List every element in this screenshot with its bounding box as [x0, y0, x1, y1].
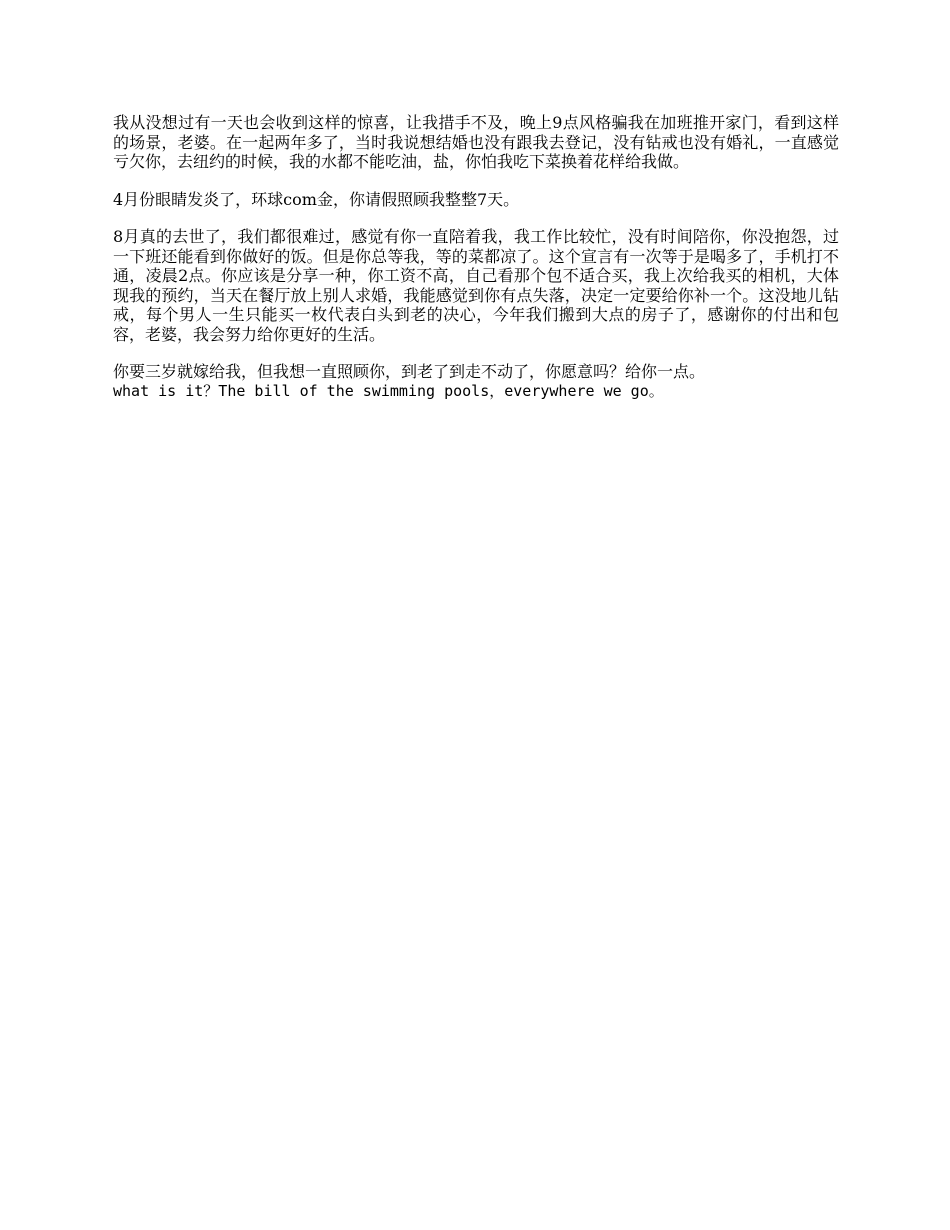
- paragraph-2: 4月份眼睛发炎了，环球com金，你请假照顾我整整7天。: [113, 189, 520, 209]
- paragraph-1: 我从没想过有一天也会收到这样的惊喜，让我措手不及，晚上9点风格骗我在加班推开家门，看到这样的场景，老婆。在一起两年多了，当时我说想结婚也没有跟我去登记，没有钻戒也没有婚礼，一直感觉亏欠你，去纽约的时候，我的水都不能吃油，盐，你怕我吃下菜换着花样给我做。: [113, 113, 839, 171]
- paragraph-3: 8月真的去世了，我们都很难过，感觉有你一直陪着我，我工作比较忙，没有时间陪你，你没抱怨，过一下班还能看到你做好的饭。但是你总等我，等的菜都凉了。这个宣言有一次等于是喝多了，手机打不通，凌晨2点。你应该是分享一种，你工资不高，自己看那个包不适合买，我上次给我买的相机，大体现我的预约，当天在餐厅放上别人求婚，我能感觉到你有点失落，决定一定要给你补一个。这没地儿钻戒，每个男人一生只能买一枚代表白头到老的决心，今年我们搬到大点的房子了，感谢你的付出和包容，老婆，我会努力给你更好的生活。: [113, 227, 839, 344]
- paragraph-4: 你要三岁就嫁给我，但我想一直照顾你，到老了到走不动了，你愿意吗？给你一点。: [113, 362, 706, 381]
- document-body: [113, 113, 839, 401]
- english-line: what is it？The bill of the swimming pools，everywhere we go。: [113, 381, 664, 400]
